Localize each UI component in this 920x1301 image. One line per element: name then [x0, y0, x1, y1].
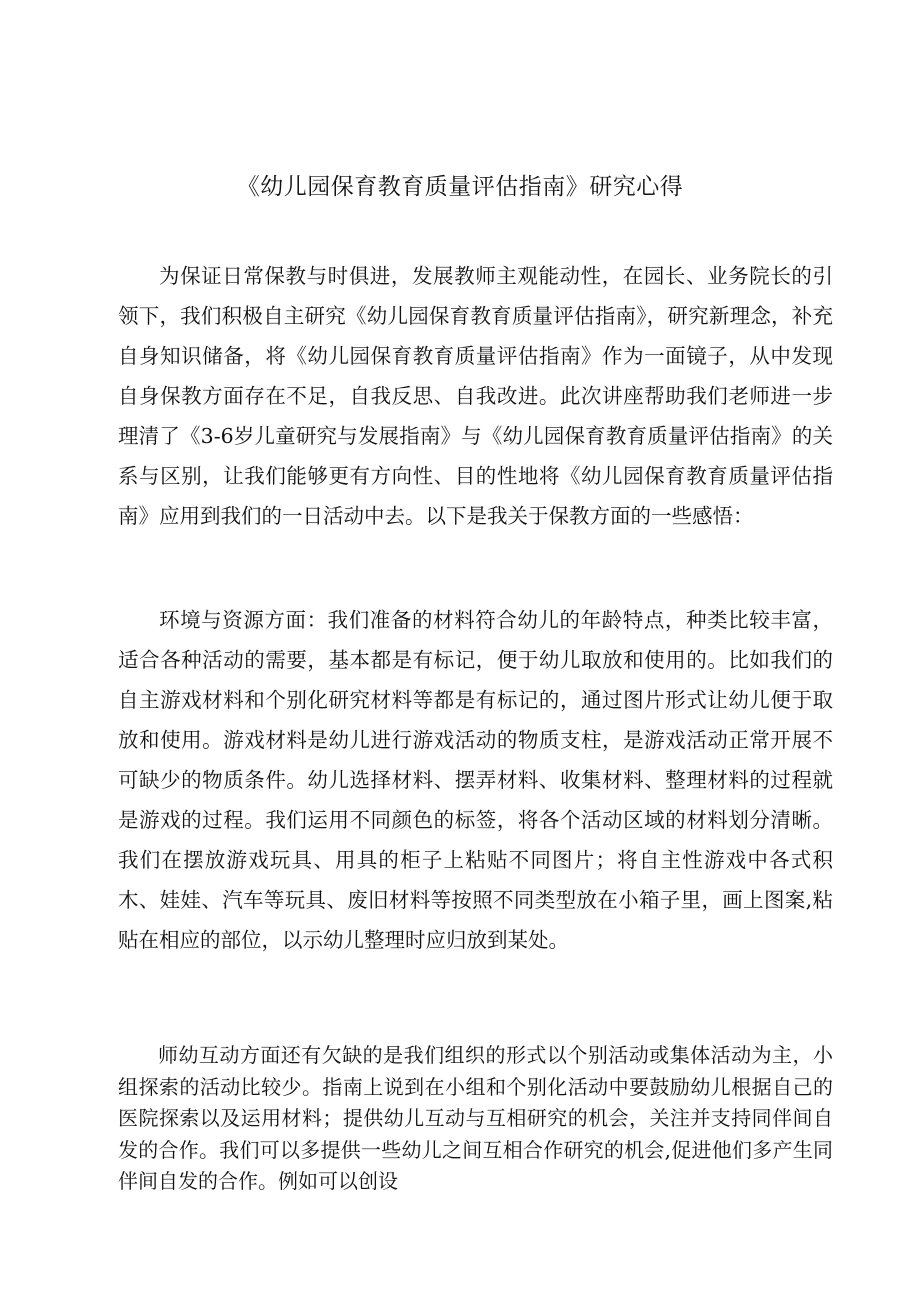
document-title: 《幼儿园保育教育质量评估指南》研究心得 [236, 174, 684, 200]
paragraph-intro: 为保证日常保教与时俱进，发展教师主观能动性，在园长、业务院长的引领下，我们积极自主研究《幼儿园保育教育质量评估指南》，研究新理念，补充自身知识储备，将《幼儿园保育教育质量评估指南》作为一面镜子，从中发现自身保教方面存在不足，自我反思、自我改进。此次讲座帮助我们老师进一步理清了《3-6岁儿童研究与发展指南》与《幼儿园保育教育质量评估指南》的关系与区别，让我们能够更有方向性、目的性地将《幼儿园保育教育质量评估指南》应用到我们的一日活动中去。以下是我关于保教方面的一些感悟： [118, 264, 833, 528]
paragraph-teacher-child-interaction: 师幼互动方面还有欠缺的是我们组织的形式以个别活动或集体活动为主，小组探索的活动比较少。指南上说到在小组和个别化活动中要鼓励幼儿根据自己的医院探索以及运用材料；提供幼儿互动与互相研究的机会，关注并支持同伴间自发的合作。我们可以多提供一些幼儿之间互相合作研究的机会,促进他们多产生同伴间自发的合作。例如可以创设 [118, 1043, 833, 1193]
paragraph-environment-resources: 环境与资源方面：我们准备的材料符合幼儿的年龄特点，种类比较丰富，适合各种活动的需要，基本都是有标记，便于幼儿取放和使用的。比如我们的自主游戏材料和个别化研究材料等都是有标记的，通过图片形式让幼儿便于取放和使用。游戏材料是幼儿进行游戏活动的物质支柱，是游戏活动正常开展不可缺少的物质条件。幼儿选择材料、摆弄材料、收集材料、整理材料的过程就是游戏的过程。我们运用不同颜色的标签，将各个活动区域的材料划分清晰。我们在摆放游戏玩具、用具的柜子上粘贴不同图片；将自主性游戏中各式积木、娃娃、汽车等玩具、废旧材料等按照不同类型放在小箱子里，画上图案,粘贴在相应的部位，以示幼儿整理时应归放到某处。 [118, 608, 833, 952]
